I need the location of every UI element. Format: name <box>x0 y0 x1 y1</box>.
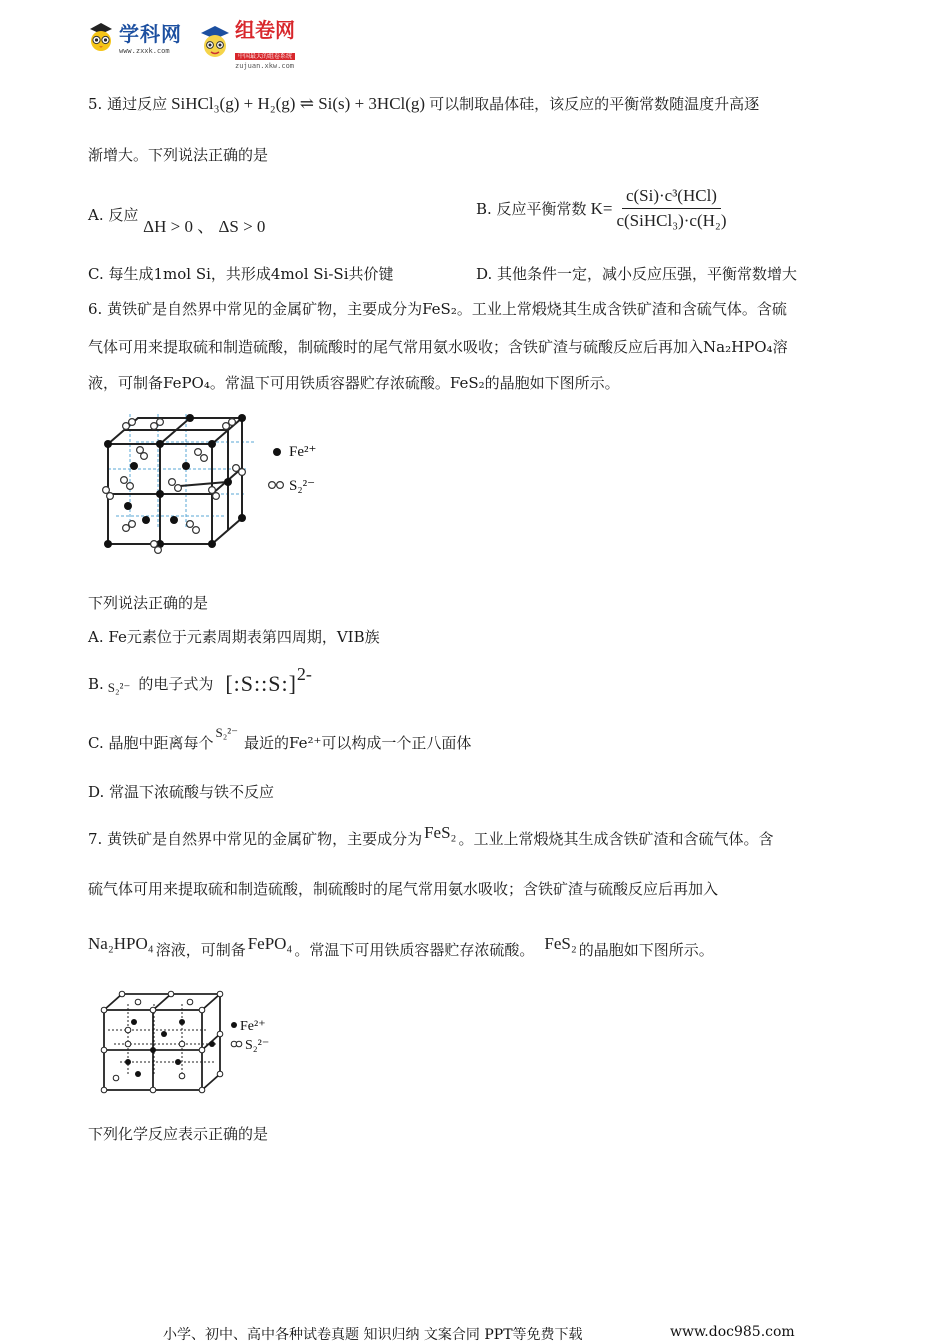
q7-line3-t3: 的晶胞如下图所示。 <box>578 941 714 959</box>
q5-b-fraction <box>612 186 730 231</box>
q6-b-label: B. <box>88 675 104 693</box>
q7-prompt: 下列化学反应表示正确的是 <box>88 1125 269 1143</box>
q7-line1-post: 。工业上常煅烧其生成含铁矿渣和含硫气体。含 <box>458 830 774 848</box>
q7-formula-fes2: FeS₂ <box>544 934 577 953</box>
logo-zujuan <box>198 14 295 70</box>
q6-legend-s2: S₂²⁻ <box>289 478 315 494</box>
q7-legend-s2: S₂²⁻ <box>245 1038 270 1053</box>
q6-c-post: 最近的Fe²⁺可以构成一个正八面体 <box>244 734 472 752</box>
q5-b-k: K= <box>590 198 613 218</box>
q6-option-b <box>88 664 312 696</box>
q6-option-c <box>88 725 472 753</box>
q7-fes2-unit-cell-diagram <box>98 988 298 1096</box>
q7-line3 <box>88 934 714 960</box>
logo-zxxk <box>86 18 182 55</box>
q7-legend-fe: Fe²⁺ <box>240 1019 266 1034</box>
q5-line2: 渐增大。下列说法正确的是 <box>88 146 269 164</box>
student-mascot-icon <box>198 24 232 60</box>
q5-b-label: B. 反应平衡常数 <box>476 199 587 218</box>
q6-b-charge: 2- <box>296 664 312 684</box>
footer-text: 小学、初中、高中各种试卷真题 知识归纳 文案合同 PPT等免费下载 <box>163 1327 583 1343</box>
owl-mascot-icon <box>86 21 116 53</box>
q6-fes2-unit-cell-diagram <box>96 404 346 558</box>
q5-a-label: A. 反应 <box>88 206 139 224</box>
q5-trail: 可以制取晶体硅，该反应的平衡常数随温度升高逐 <box>429 95 760 113</box>
q6-option-d: D. 常温下浓硫酸与铁不反应 <box>88 783 275 801</box>
logo1-url: www.zxxk.com <box>119 47 170 55</box>
q6-line1: 6. 黄铁矿是自然界中常见的金属矿物，主要成分为FeS₂。工业上常煅烧其生成含铁矿渣和含硫气体。含硫 <box>88 300 787 318</box>
q6-line2: 气体可用来提取硫和制造硫酸，制硫酸时的尾气常用氨水吸收；含铁矿渣与硫酸反应后再加入Na₂HPO₄溶 <box>88 338 788 356</box>
q6-legend-fe: Fe²⁺ <box>289 444 317 460</box>
q6-c-ion: S₂²⁻ <box>215 725 239 740</box>
q5-lead: 5. 通过反应 <box>88 95 168 113</box>
q7-line1-pre: 7. 黄铁矿是自然界中常见的金属矿物，主要成分为 <box>88 830 423 848</box>
q5-b-numerator: c(Si)·c³(HCl) <box>622 186 721 209</box>
q7-line3-t2: 。常温下可用铁质容器贮存浓硫酸。 <box>294 941 535 959</box>
q5-line1 <box>88 94 759 114</box>
footer-url[interactable]: www.doc985.com <box>670 1324 795 1340</box>
q5-option-d: D. 其他条件一定，减小反应压强，平衡常数增大 <box>476 265 798 283</box>
q7-line2: 硫气体可用来提取硫和制造硫酸，制硫酸时的尾气常用氨水吸收；含铁矿渣与硫酸反应后再加入 <box>88 880 719 898</box>
q5-option-a <box>88 205 266 236</box>
q7-line1 <box>88 823 774 849</box>
q5-equation: SiHCl₃(g) + H₂(g) ⇌ Si(s) + 3HCl(g) <box>171 94 426 113</box>
q5-option-b <box>476 186 730 231</box>
q6-option-a: A. Fe元素位于元素周期表第四周期，VIB族 <box>88 628 380 646</box>
q6-b-text: 的电子式为 <box>138 675 214 693</box>
logo2-url: zujuan.xkw.com <box>235 62 295 70</box>
logo1-name: 学科网 <box>119 22 182 46</box>
q7-line1-formula: FeS₂ <box>424 823 457 842</box>
q6-b-lewis-structure: [:S::S:] <box>225 671 297 696</box>
q5-b-denominator: c(SiHCl₃)·c(H₂) <box>616 211 727 230</box>
q5-option-c: C. 每生成1mol Si，共形成4mol Si-Si共价键 <box>88 265 394 283</box>
q6-c-pre: C. 晶胞中距离每个 <box>88 734 214 752</box>
q6-b-ion: S₂²⁻ <box>107 680 131 695</box>
q7-formula-na2hpo4: Na₂HPO₄ <box>88 934 154 953</box>
q7-line3-t1: 溶液，可制备 <box>155 941 246 959</box>
logo2-tag: 中国最大的组卷系统 <box>235 53 295 60</box>
q7-formula-fepo4: FePO₄ <box>247 934 293 953</box>
q6-line3: 液，可制备FePO₄。常温下可用铁质容器贮存浓硫酸。FeS₂的晶胞如下图所示。 <box>88 374 620 392</box>
logo2-name: 组卷网 <box>235 18 295 42</box>
q6-prompt: 下列说法正确的是 <box>88 594 209 612</box>
q5-a-math: ΔH > 0 、 ΔS > 0 <box>143 217 266 236</box>
